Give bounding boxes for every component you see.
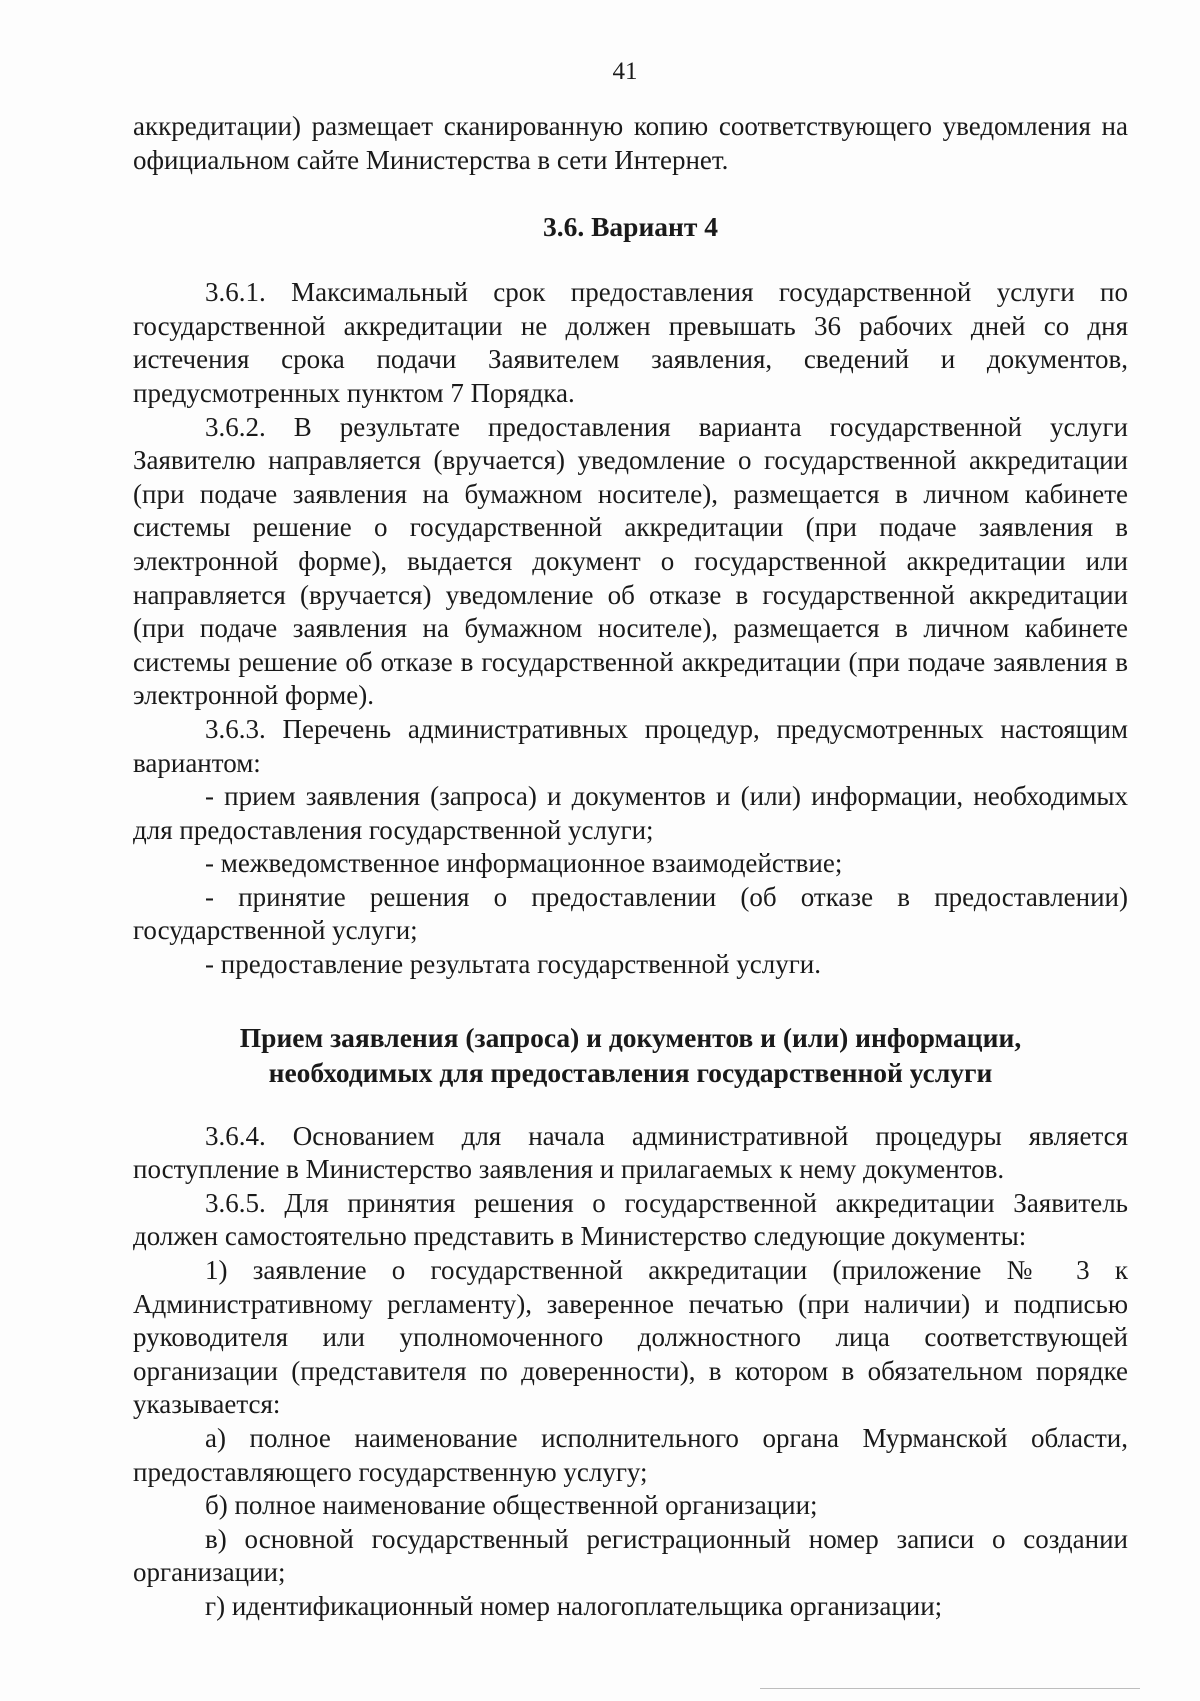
- paragraph-continuation: аккредитации) размещает сканированную копию соответствующего уведомления на официальном сайте Министерства в сети Интернет.: [133, 111, 1128, 175]
- list-item-result: - предоставление результата государственной услуги.: [205, 949, 821, 980]
- paragraph-3-6-4: 3.6.4. Основанием для начала административной процедуры является поступление в Министерство заявления и прилагаемых к нему документов.: [133, 1120, 1128, 1185]
- footer-divider: [760, 1688, 1140, 1689]
- list-item-application: 1) заявление о государственной аккредитации (приложение № 3 к Административному регламенту), заверенное печатью (при наличии) и подписью руководителя или уполномоченного должностного лица соответствующей организации (представителя по доверенности), в котором в обязательном порядке указывается:: [133, 1255, 1128, 1420]
- section-heading-reception: [133, 1020, 1128, 1090]
- paragraph-3-6-3: 3.6.3. Перечень административных процедур, предусмотренных настоящим вариантом:: [133, 713, 1128, 778]
- page-number: 41: [612, 58, 638, 85]
- list-item-interaction: - межведомственное информационное взаимодействие;: [205, 848, 843, 879]
- list-item-decision: - принятие решения о предоставлении (об отказе в предоставлении) государственной услуги;: [133, 881, 1128, 946]
- paragraph-3-6-5: 3.6.5. Для принятия решения о государственной аккредитации Заявитель должен самостоятельно представить в Министерство следующие документы:: [133, 1187, 1128, 1252]
- paragraph-3-6-1: 3.6.1. Максимальный срок предоставления государственной услуги по государственной аккредитации не должен превышать 36 рабочих дней со дня истечения срока подачи Заявителем заявления, сведений и документов, предусмотренных пунктом 7 Порядка.: [133, 277, 1128, 408]
- section-heading-variant: 3.6. Вариант 4: [542, 211, 719, 243]
- document-body: [133, 110, 1128, 1624]
- list-item-v: в) основной государственный регистрационный номер записи о создании организации;: [133, 1523, 1128, 1588]
- paragraph-3-6-2: 3.6.2. В результате предоставления варианта государственной услуги Заявителю направляется (вручается) уведомление о государственной аккредитации (при подаче заявления на бумажном носителе), размещается в личном кабинете системы решение о государственной аккредитации (при подаче заявления в электронной форме), выдается документ о государственной аккредитации или направляется (вручается) уведомление об отказе в государственной аккредитации (при подаче заявления на бумажном носителе), размещается в личном кабинете системы решение об отказе в государственной аккредитации (при подаче заявления в электронной форме).: [133, 411, 1128, 711]
- list-item-a: а) полное наименование исполнительного органа Мурманской области, предоставляющего государственную услугу;: [133, 1423, 1128, 1487]
- section-heading-line-2: необходимых для предоставления государственной услуги: [268, 1056, 993, 1088]
- section-heading-line-1: Прием заявления (запроса) и документов и (или) информации,: [239, 1021, 1022, 1053]
- list-item-reception: - прием заявления (запроса) и документов и (или) информации, необходимых для предоставления государственной услуги;: [133, 781, 1128, 845]
- list-item-b: б) полное наименование общественной организации;: [205, 1490, 818, 1521]
- list-item-g: г) идентификационный номер налогоплательщика организации;: [205, 1590, 943, 1621]
